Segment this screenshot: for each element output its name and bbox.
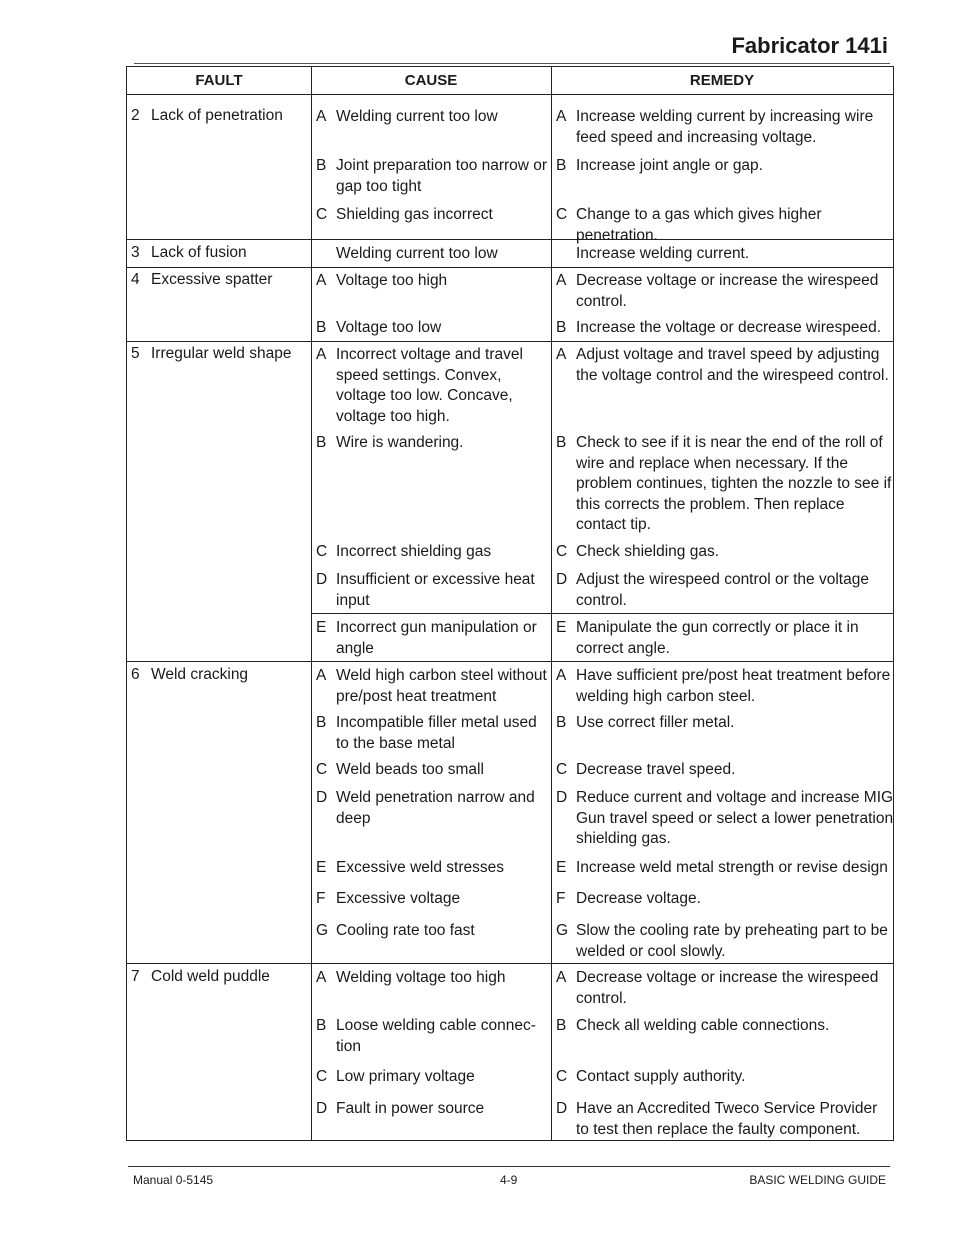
cause-letter: A bbox=[316, 667, 327, 684]
remedy-item bbox=[556, 760, 894, 781]
cause-letter: C bbox=[316, 1068, 328, 1085]
footer-page-number: 4-9 bbox=[500, 1173, 518, 1187]
cause-item bbox=[316, 107, 550, 128]
fault-label bbox=[131, 968, 270, 986]
cause-text: Incorrect shielding gas bbox=[336, 543, 492, 560]
remedy-letter: B bbox=[556, 714, 567, 731]
fault-row bbox=[126, 342, 894, 662]
fault-label bbox=[131, 666, 248, 684]
cause-text: Weld high carbon steel without pre/post heat treatment bbox=[336, 667, 547, 705]
remedy-item bbox=[556, 921, 894, 962]
remedy-text: Increase welding current. bbox=[576, 245, 750, 262]
remedy-item bbox=[556, 570, 894, 611]
cause-text: Wire is wandering. bbox=[336, 434, 464, 451]
remedy-text: Change to a gas which gives higher penetration. bbox=[576, 206, 822, 244]
cause-text: Shielding gas incorrect bbox=[336, 206, 493, 223]
cause-letter: C bbox=[316, 206, 328, 223]
cause-item bbox=[316, 889, 550, 910]
remedy-text: Have sufficient pre/post heat treatment before welding high carbon steel. bbox=[576, 667, 891, 705]
fault-number: 4 bbox=[131, 271, 140, 288]
remedy-letter: G bbox=[556, 922, 569, 939]
remedy-text: Decrease travel speed. bbox=[576, 761, 736, 778]
cause-text: Fault in power source bbox=[336, 1100, 485, 1117]
cause-letter: B bbox=[316, 157, 327, 174]
remedy-text: Manipulate the gun correctly or place it in correct angle. bbox=[576, 619, 859, 657]
remedy-item bbox=[556, 107, 894, 148]
item-separator bbox=[311, 613, 893, 614]
cause-item bbox=[316, 433, 550, 454]
column-divider bbox=[311, 240, 312, 267]
column-divider bbox=[311, 662, 312, 963]
remedy-item bbox=[556, 889, 894, 910]
cause-item bbox=[316, 271, 550, 292]
cause-item bbox=[316, 205, 550, 226]
fault-name: Weld cracking bbox=[151, 666, 249, 683]
remedy-letter: C bbox=[556, 206, 568, 223]
cause-item bbox=[316, 1016, 550, 1057]
remedy-item bbox=[556, 318, 894, 339]
fault-label bbox=[131, 107, 283, 125]
remedy-text: Adjust the wirespeed control or the voltage control. bbox=[576, 571, 869, 609]
fault-name: Lack of penetration bbox=[151, 107, 283, 124]
remedy-text: Adjust voltage and travel speed by adjusting the voltage control and the wirespeed control. bbox=[576, 346, 889, 384]
cause-item bbox=[316, 318, 550, 339]
remedy-item bbox=[556, 244, 894, 265]
cause-text: Welding current too low bbox=[336, 245, 498, 262]
remedy-letter: C bbox=[556, 1068, 568, 1085]
fault-name: Irregular weld shape bbox=[151, 345, 292, 362]
cause-letter: A bbox=[316, 969, 327, 986]
cause-letter: B bbox=[316, 319, 327, 336]
cause-letter: A bbox=[316, 272, 327, 289]
remedy-letter: E bbox=[556, 619, 567, 636]
fault-row bbox=[126, 964, 894, 1141]
remedy-letter: B bbox=[556, 157, 567, 174]
remedy-letter: A bbox=[556, 969, 567, 986]
fault-label bbox=[131, 345, 291, 363]
cause-letter: A bbox=[316, 346, 327, 363]
remedy-item bbox=[556, 968, 894, 1009]
cause-letter: D bbox=[316, 571, 328, 588]
column-divider bbox=[551, 662, 552, 963]
remedy-letter: D bbox=[556, 1100, 568, 1117]
remedy-letter: B bbox=[556, 1017, 567, 1034]
cause-item bbox=[316, 760, 550, 781]
remedy-letter: A bbox=[556, 108, 567, 125]
table-header-row bbox=[126, 66, 894, 95]
column-divider bbox=[551, 240, 552, 267]
footer-guide-title: BASIC WELDING GUIDE bbox=[749, 1173, 886, 1187]
fault-label bbox=[131, 271, 272, 289]
remedy-item bbox=[556, 666, 894, 707]
remedy-text: Contact supply authority. bbox=[576, 1068, 746, 1085]
cause-letter: D bbox=[316, 789, 328, 806]
cause-item bbox=[316, 618, 550, 659]
fault-label bbox=[131, 244, 247, 262]
remedy-item bbox=[556, 788, 894, 850]
fault-row bbox=[126, 268, 894, 342]
remedy-text: Increase weld metal strength or revise design bbox=[576, 859, 888, 876]
fault-number: 5 bbox=[131, 345, 140, 362]
cause-text: Joint preparation too narrow or gap too tight bbox=[336, 157, 548, 195]
column-divider bbox=[311, 964, 312, 1140]
remedy-text: Check to see if it is near the end of the roll of wire and replace when necessary. If the problem continues, tighten the nozzle to see if this corrects the problem. Then replace contact tip. bbox=[576, 434, 892, 533]
cause-letter: A bbox=[316, 108, 327, 125]
cause-item bbox=[316, 921, 550, 942]
cause-item bbox=[316, 1099, 550, 1120]
remedy-text: Use correct filler metal. bbox=[576, 714, 735, 731]
cause-text: Low primary voltage bbox=[336, 1068, 475, 1085]
cause-text: Weld penetration narrow and deep bbox=[336, 789, 535, 827]
cause-letter: B bbox=[316, 1017, 327, 1034]
cause-item bbox=[316, 345, 550, 427]
remedy-item bbox=[556, 1067, 894, 1088]
remedy-letter: A bbox=[556, 667, 567, 684]
cause-letter: E bbox=[316, 859, 327, 876]
column-header-fault: FAULT bbox=[195, 72, 243, 89]
remedy-letter: E bbox=[556, 859, 567, 876]
remedy-text: Slow the cooling rate by preheating part to be welded or cool slowly. bbox=[576, 922, 888, 960]
cause-letter: F bbox=[316, 890, 326, 907]
column-divider bbox=[551, 268, 552, 341]
cause-letter: B bbox=[316, 434, 327, 451]
fault-name: Excessive spatter bbox=[151, 271, 273, 288]
column-divider bbox=[311, 95, 312, 239]
cause-text: Incompatible filler metal used to the base metal bbox=[336, 714, 537, 752]
fault-number: 3 bbox=[131, 244, 140, 261]
remedy-text: Check shielding gas. bbox=[576, 543, 720, 560]
remedy-text: Increase joint angle or gap. bbox=[576, 157, 763, 174]
remedy-letter: F bbox=[556, 890, 566, 907]
remedy-item bbox=[556, 156, 894, 177]
cause-text: Welding current too low bbox=[336, 108, 498, 125]
remedy-letter: D bbox=[556, 789, 568, 806]
remedy-item bbox=[556, 433, 894, 536]
remedy-text: Increase the voltage or decrease wirespeed. bbox=[576, 319, 882, 336]
remedy-text: Check all welding cable connections. bbox=[576, 1017, 830, 1034]
fault-row bbox=[126, 662, 894, 964]
fault-row bbox=[126, 95, 894, 244]
cause-text: Cooling rate too fast bbox=[336, 922, 475, 939]
fault-number: 6 bbox=[131, 666, 140, 683]
remedy-letter: C bbox=[556, 543, 568, 560]
remedy-item bbox=[556, 1016, 894, 1037]
remedy-item bbox=[556, 713, 894, 734]
cause-item bbox=[316, 542, 550, 563]
remedy-letter: A bbox=[556, 346, 567, 363]
fault-number: 2 bbox=[131, 107, 140, 124]
remedy-text: Have an Accredited Tweco Service Provider to test then replace the faulty component. bbox=[576, 1100, 878, 1138]
footer-rule bbox=[128, 1166, 890, 1167]
cause-item bbox=[316, 968, 550, 989]
cause-letter: B bbox=[316, 714, 327, 731]
cause-item bbox=[316, 858, 550, 879]
cause-item bbox=[316, 244, 550, 265]
column-divider bbox=[551, 95, 552, 239]
cause-text: Voltage too high bbox=[336, 272, 448, 289]
cause-letter: C bbox=[316, 543, 328, 560]
remedy-letter: D bbox=[556, 571, 568, 588]
cause-letter: D bbox=[316, 1100, 328, 1117]
remedy-text: Decrease voltage or increase the wirespeed control. bbox=[576, 272, 879, 310]
cause-text: Weld beads too small bbox=[336, 761, 484, 778]
fault-name: Lack of fusion bbox=[151, 244, 247, 261]
remedy-text: Decrease voltage or increase the wirespeed control. bbox=[576, 969, 879, 1007]
cause-letter: G bbox=[316, 922, 329, 939]
cause-text: Insufficient or excessive heat input bbox=[336, 571, 535, 609]
remedy-letter: B bbox=[556, 319, 567, 336]
cause-letter: C bbox=[316, 761, 328, 778]
column-divider bbox=[551, 964, 552, 1140]
header-rule bbox=[134, 63, 890, 64]
remedy-item bbox=[556, 858, 894, 879]
column-divider bbox=[311, 268, 312, 341]
cause-item bbox=[316, 1067, 550, 1088]
cause-text: Incorrect gun manipulation or angle bbox=[336, 619, 537, 657]
remedy-text: Reduce current and voltage and increase MIG Gun travel speed or select a lower penetration shielding gas. bbox=[576, 789, 894, 847]
column-header-cause: CAUSE bbox=[404, 72, 458, 89]
cause-text: Incorrect voltage and travel speed settings. Convex, voltage too low. Concave, voltage too high. bbox=[336, 346, 523, 425]
cause-item bbox=[316, 713, 550, 754]
remedy-text: Decrease voltage. bbox=[576, 890, 701, 907]
fault-row bbox=[126, 240, 894, 268]
cause-item bbox=[316, 666, 550, 707]
remedy-item bbox=[556, 618, 894, 659]
remedy-letter: C bbox=[556, 761, 568, 778]
footer-manual-number: Manual 0-5145 bbox=[133, 1173, 214, 1187]
remedy-letter: B bbox=[556, 434, 567, 451]
remedy-item bbox=[556, 542, 894, 563]
cause-item bbox=[316, 788, 550, 829]
cause-item bbox=[316, 570, 550, 611]
page-title: Fabricator 141i bbox=[731, 33, 888, 58]
cause-text: Loose welding cable connec-tion bbox=[336, 1017, 536, 1055]
cause-text: Voltage too low bbox=[336, 319, 442, 336]
remedy-item bbox=[556, 345, 894, 386]
fault-number: 7 bbox=[131, 968, 140, 985]
cause-letter: E bbox=[316, 619, 327, 636]
cause-text: Welding voltage too high bbox=[336, 969, 506, 986]
remedy-letter: A bbox=[556, 272, 567, 289]
fault-name: Cold weld puddle bbox=[151, 968, 270, 985]
remedy-item bbox=[556, 1099, 894, 1140]
remedy-item bbox=[556, 271, 894, 312]
column-header-remedy: REMEDY bbox=[689, 72, 755, 89]
cause-text: Excessive weld stresses bbox=[336, 859, 504, 876]
cause-text: Excessive voltage bbox=[336, 890, 461, 907]
remedy-text: Increase welding current by increasing wire feed speed and increasing voltage. bbox=[576, 108, 874, 146]
cause-item bbox=[316, 156, 550, 197]
